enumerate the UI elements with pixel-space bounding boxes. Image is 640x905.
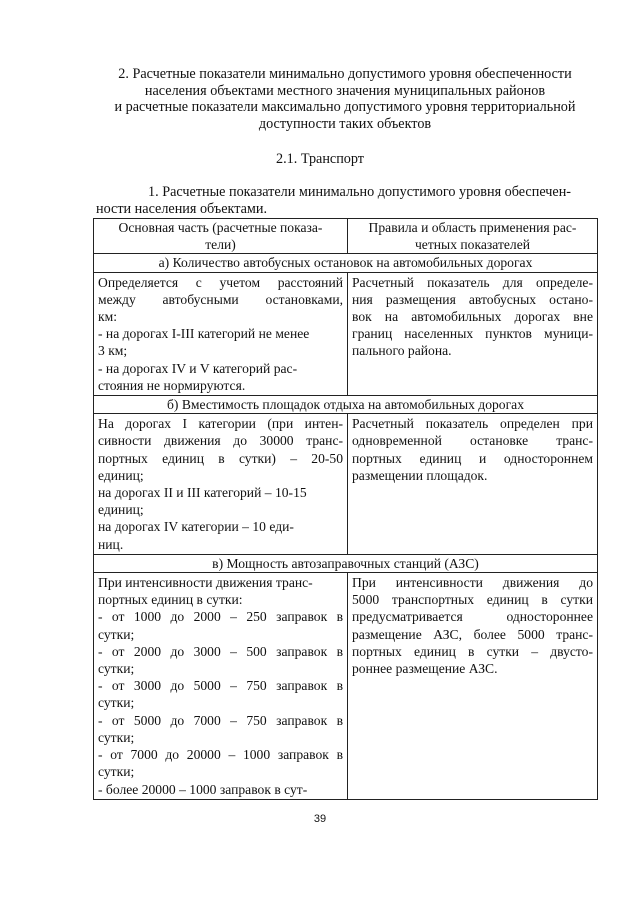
section-title-row bbox=[94, 396, 598, 414]
intro-line: ности населения объектами. bbox=[96, 201, 268, 217]
left-cell: Определяется с учетом расстояний между автобусными остановками, км: - на дорогах I-III категорий не менее 3 км; - на дорогах IV и V категорий рас- стояния не нормируются. bbox=[94, 272, 348, 395]
table-header-row bbox=[94, 219, 598, 254]
section-title-row bbox=[94, 554, 598, 572]
heading-line: 2. Расчетные показатели минимально допустимого уровня обеспеченности bbox=[118, 66, 572, 82]
left-cell: На дорогах I категории (при интен- сивности движения до 30000 транс- портных единиц в сутки) – 20-50 единиц; на дорогах II и III категорий – 10-15 единиц; на дорогах IV категории – 10 еди- ниц. bbox=[94, 414, 348, 555]
page-number: 39 bbox=[313, 813, 327, 825]
heading-line: населения объектами местного значения муниципальных районов bbox=[144, 82, 546, 99]
section-heading bbox=[95, 66, 595, 132]
header-cell-main-part: Основная часть (расчетные показа- тели) bbox=[94, 219, 348, 254]
header-cell-rules: Правила и область применения рас- четных показателей bbox=[348, 219, 598, 254]
intro-line: 1. Расчетные показатели минимально допустимого уровня обеспечен- bbox=[148, 184, 572, 200]
subsection-heading: 2.1. Транспорт bbox=[275, 151, 365, 167]
table-row bbox=[94, 272, 598, 395]
right-cell: При интенсивности движения до 5000 транспортных единиц в сутки предусматривается одностороннее размещение АЗС, более 5000 транс- портных единиц в сутки – двусто- роннее размещение АЗС. bbox=[348, 573, 598, 800]
indicators-table bbox=[93, 218, 598, 800]
right-cell: Расчетный показатель определен при одновременной остановке транс- портных единиц и одностороннем размещении площадок. bbox=[348, 414, 598, 555]
table-row bbox=[94, 414, 598, 555]
heading-line: и расчетные показатели максимально допустимого уровня территориальной bbox=[114, 99, 576, 115]
heading-line: доступности таких объектов bbox=[258, 115, 432, 132]
table-row bbox=[94, 573, 598, 800]
right-cell: Расчетный показатель для определе- ния размещения автобусных остано- вок на автомобильных дорогах вне границ населенных пунктов муници- пального района. bbox=[348, 272, 598, 395]
left-cell: При интенсивности движения транс- портных единиц в сутки: - от 1000 до 2000 – 250 заправок в сутки; - от 2000 до 3000 – 500 заправок в сутки; - от 3000 до 5000 – 750 заправок в сутки; - от 5000 до 7000 – 750 заправок в сутки; - от 7000 до 20000 – 1000 заправок в сутки; - более 20000 – 1000 заправок в сут- bbox=[94, 573, 348, 800]
section-title: а) Количество автобусных остановок на автомобильных дорогах bbox=[94, 254, 598, 272]
section-title: б) Вместимость площадок отдыха на автомобильных дорогах bbox=[94, 396, 598, 414]
section-title: в) Мощность автозаправочных станций (АЗС) bbox=[94, 554, 598, 572]
section-title-row bbox=[94, 254, 598, 272]
intro-paragraph bbox=[96, 184, 596, 218]
